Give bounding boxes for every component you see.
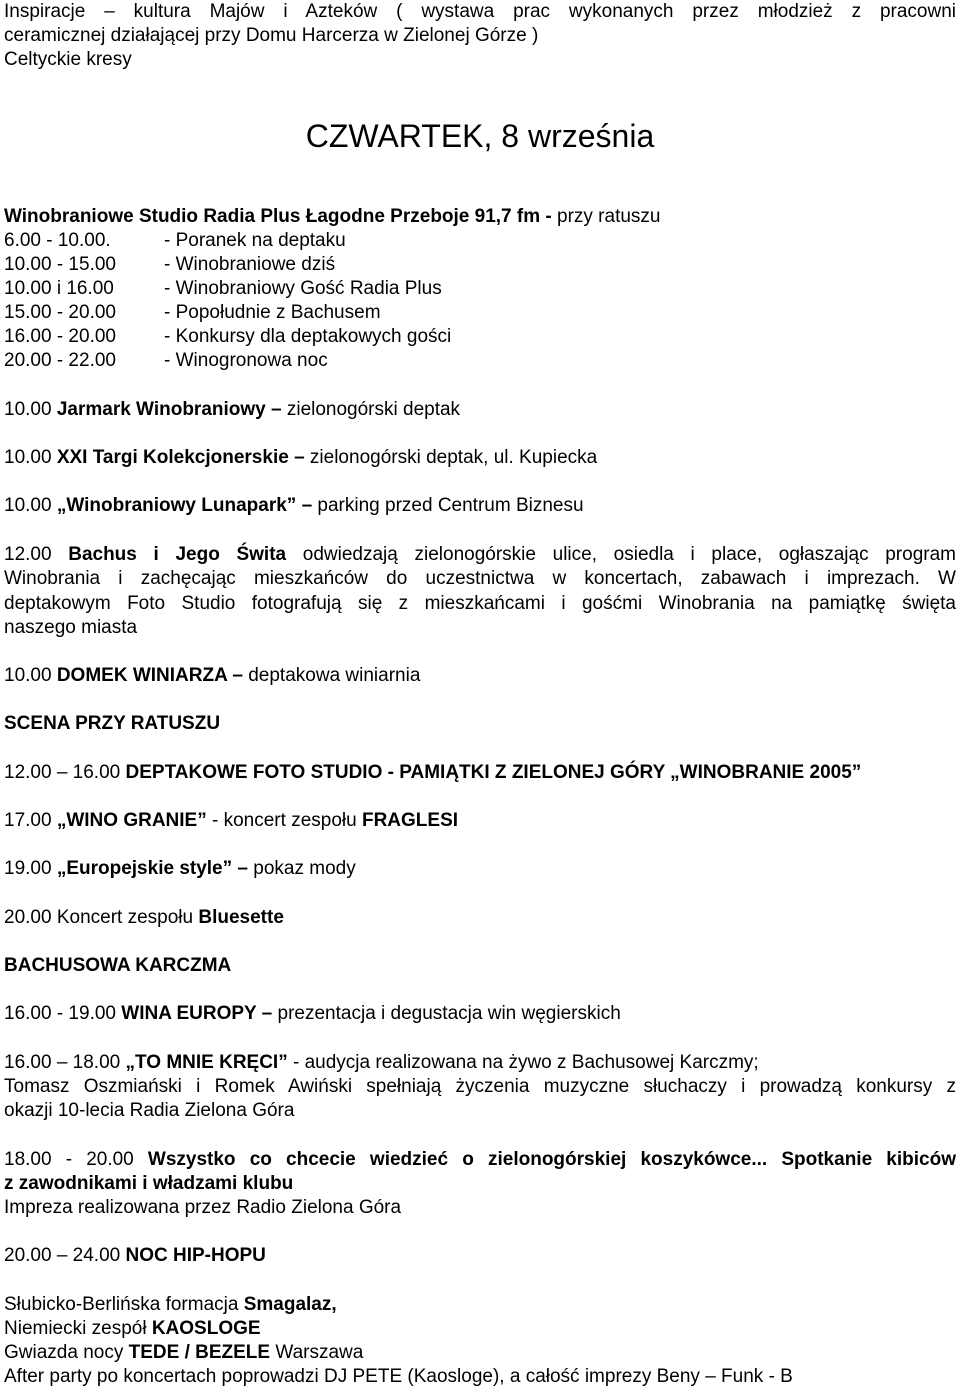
kreci-line-2: Tomasz Oszmiański i Romek Awiński spełniają życzenia muzyczne słuchaczy i prowadzą konkursy z [4,1076,956,1097]
hiphop-line-3 [4,1341,956,1365]
schedule-time: 16.00 - 20.00 [4,326,116,347]
event-lunapark [4,494,956,518]
karczma-header: BACHUSOWA KARCZMA [4,955,232,976]
event-bluesette [4,906,956,930]
day-title: CZWARTEK, 8 września [305,118,655,154]
radio-schedule [4,229,704,373]
event-noc-hip-hopu [4,1244,956,1268]
event-time: 12.00 – 16.00 [4,762,126,783]
event-title: Bachus i Jego Świta [68,544,287,565]
radio-header [4,205,956,229]
bachus-line-4: naszego miasta [4,617,138,638]
schedule-time: 15.00 - 20.00 [4,302,116,323]
event-europejskie-style [4,857,956,881]
schedule-desc: - Winogronowa noc [164,350,328,371]
bachus-line-1 [4,543,956,567]
event-domek [4,664,956,688]
event-title: „Winobraniowy Lunapark” – [56,495,313,516]
schedule-item [4,277,704,301]
event-time: 12.00 [4,544,69,565]
event-title: Wszystko co chcecie wiedzieć o zielonogórskiej koszykówce... Spotkanie kibiców [147,1149,956,1170]
event-foto-studio [4,761,956,785]
performer-name: Smagalaz, [243,1294,337,1315]
hiphop-line-2 [4,1317,956,1341]
performer-name: KAOSLOGE [151,1318,261,1339]
event-location: zielonogórski deptak, ul. Kupiecka [304,447,598,468]
event-time: 10.00 [4,399,57,420]
intro-line-2: ceramicznej działającej przy Domu Harcerza w Zielonej Górze ) [4,25,539,46]
kosz-line-3: Impreza realizowana przez Radio Zielona Góra [4,1197,402,1218]
event-targi [4,446,956,470]
schedule-item [4,229,704,253]
performer-prefix: Gwiazda nocy [4,1342,129,1363]
performer-name: TEDE / BEZELE [128,1342,271,1363]
event-time: 16.00 - 19.00 [4,1003,122,1024]
event-time: 20.00 [4,907,57,928]
event-time: 16.00 – 18.00 [4,1052,126,1073]
intro-line-3: Celtyckie kresy [4,49,132,70]
hiphop-line-4: After party po koncertach poprowadzi DJ PETE (Kaoslogе), a całość imprezy Beny – Funk - B [4,1366,793,1387]
event-koszykowka [4,1148,956,1172]
radio-header-rest: przy ratuszu [551,206,661,227]
event-desc: - koncert zespołu [206,810,362,831]
event-location: parking przed Centrum Biznesu [312,495,584,516]
event-title: Jarmark Winobraniowy – [56,399,282,420]
bachus-line-3: deptakowym Foto Studio fotografują się z mieszkańcami i gośćmi Winobrania na pamiątkę święta [4,593,956,614]
band-name: Bluesette [198,907,284,928]
schedule-desc: - Winobraniowy Gość Radia Plus [164,278,442,299]
schedule-time: 6.00 - 10.00. [4,230,111,251]
schedule-item [4,349,704,373]
event-desc: pokaz mody [247,858,356,879]
schedule-time: 20.00 - 22.00 [4,350,116,371]
schedule-time: 10.00 - 15.00 [4,254,116,275]
bachus-line-2: Winobrania i zachęcając mieszkańców do uczestnictwa w koncertach, zabawach i imprezach. W [4,568,956,589]
scena-header: SCENA PRZY RATUSZU [4,713,221,734]
event-title: „Europejskie style” – [56,858,248,879]
event-time: 20.00 – 24.00 [4,1245,126,1266]
event-desc: prezentacja i degustacja win węgierskich [272,1003,621,1024]
band-name: FRAGLESI [361,810,459,831]
event-title: DOMEK WINIARZA – [56,665,243,686]
event-time: 10.00 [4,665,57,686]
event-desc: odwiedzają zielonogórskie ulice, osiedla i place, ogłaszając program [286,544,956,565]
performer-city: Warszawa [270,1342,364,1363]
schedule-time: 10.00 i 16.00 [4,278,114,299]
event-wina-europy [4,1002,956,1026]
performer-prefix: Niemiecki zespół [4,1318,152,1339]
schedule-item [4,325,704,349]
event-wino-granie [4,809,956,833]
schedule-desc: - Poranek na deptaku [164,230,346,251]
event-time: 19.00 [4,858,57,879]
schedule-item [4,253,704,277]
event-time: 18.00 - 20.00 [4,1149,148,1170]
kreci-line-3: okazji 10-lecia Radia Zielona Góra [4,1100,295,1121]
event-desc: Koncert zespołu [56,907,199,928]
event-to-mnie-kreci [4,1051,956,1075]
event-time: 17.00 [4,810,57,831]
hiphop-line-1 [4,1293,956,1317]
schedule-desc: - Popołudnie z Bachusem [164,302,381,323]
event-title: „TO MNIE KRĘCI” [125,1052,288,1073]
schedule-desc: - Winobraniowe dziś [164,254,336,275]
schedule-item [4,301,704,325]
radio-header-bold: Winobraniowe Studio Radia Plus Łagodne Przeboje 91,7 fm - [4,206,552,227]
event-desc: - audycja realizowana na żywo z Bachusowej Karczmy; [287,1052,759,1073]
event-title: DEPTAKOWE FOTO STUDIO - PAMIĄTKI Z ZIELONEJ GÓRY „WINOBRANIE 2005” [125,762,862,783]
event-title: XXI Targi Kolekcjonerskie – [56,447,305,468]
event-time: 10.00 [4,447,57,468]
event-location: deptakowa winiarnia [242,665,421,686]
event-title: „WINO GRANIE” [56,810,207,831]
event-location: zielonogórski deptak [281,399,461,420]
kosz-line-2: z zawodnikami i władzami klubu [4,1173,294,1194]
intro-line-1: Inspiracje – kultura Majów i Azteków ( wystawa prac wykonanych przez młodzież z pracowni [4,1,956,22]
event-jarmark [4,398,956,422]
performer-prefix: Słubicko-Berlińska formacja [4,1294,244,1315]
schedule-desc: - Konkursy dla deptakowych gości [164,326,452,347]
event-time: 10.00 [4,495,57,516]
event-title: WINA EUROPY – [121,1003,273,1024]
event-title: NOC HIP-HOPU [125,1245,266,1266]
